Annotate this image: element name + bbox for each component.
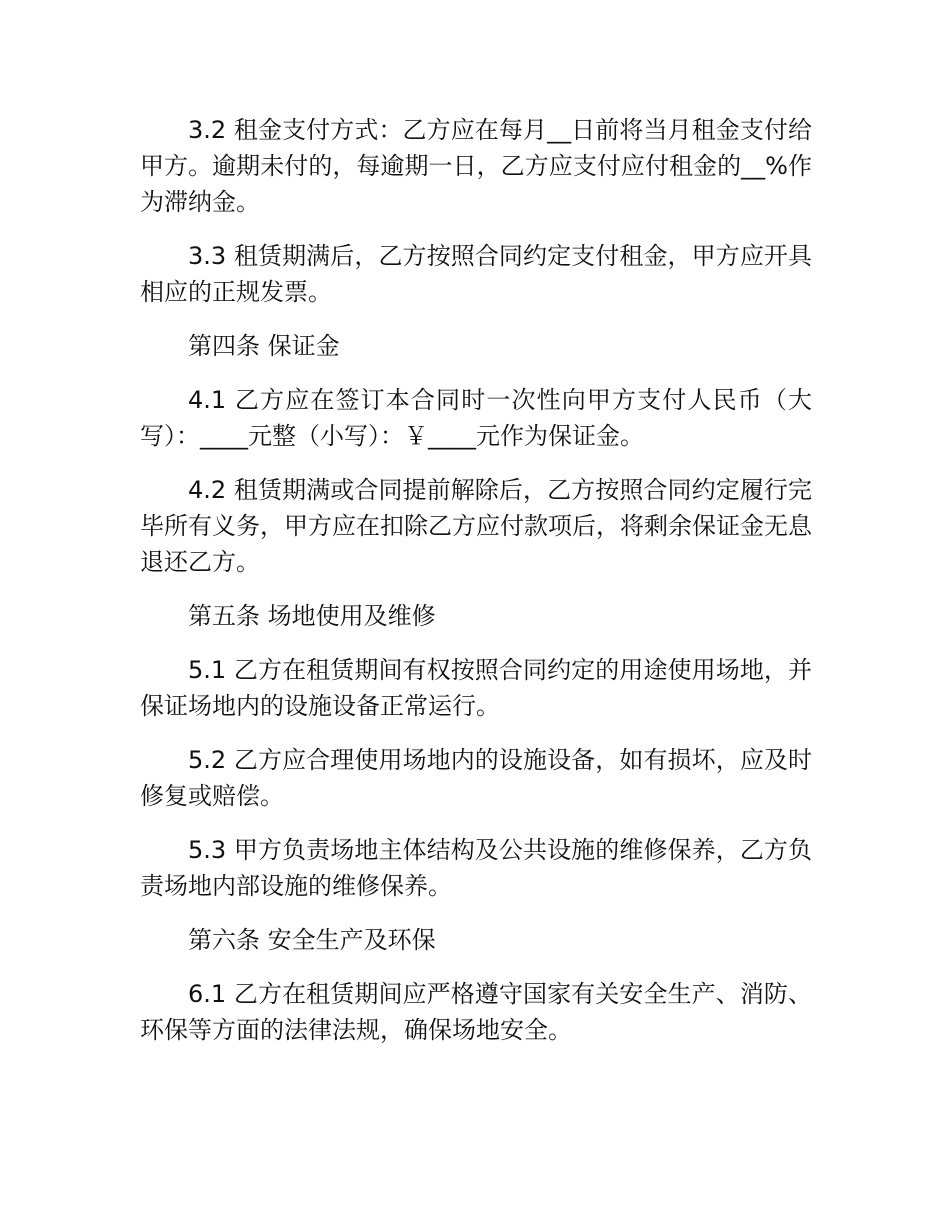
clause-5-3: 5.3 甲方负责场地主体结构及公共设施的维修保养，乙方负责场地内部设施的维修保养。 <box>140 836 812 900</box>
article-4-heading: 第四条 保证金 <box>188 332 340 360</box>
clause-6-1: 6.1 乙方在租赁期间应严格遵守国家有关安全生产、消防、环保等方面的法律法规，确保场地安全。 <box>140 980 812 1044</box>
clause-3-3: 3.3 租赁期满后，乙方按照合同约定支付租金，甲方应开具相应的正规发票。 <box>140 242 812 306</box>
clause-5-1: 5.1 乙方在租赁期间有权按照合同约定的用途使用场地，并保证场地内的设施设备正常运行。 <box>140 656 812 720</box>
clause-4-1: 4.1 乙方应在签订本合同时一次性向甲方支付人民币（大写）：____元整（小写）：￥____元作为保证金。 <box>140 386 812 450</box>
article-5-heading: 第五条 场地使用及维修 <box>188 602 436 630</box>
clause-3-2: 3.2 租金支付方式：乙方应在每月__日前将当月租金支付给甲方。逾期未付的，每逾期一日，乙方应支付应付租金的__%作为滞纳金。 <box>140 116 812 216</box>
article-6-heading: 第六条 安全生产及环保 <box>188 926 436 954</box>
clause-4-2: 4.2 租赁期满或合同提前解除后，乙方按照合同约定履行完毕所有义务，甲方应在扣除乙方应付款项后，将剩余保证金无息退还乙方。 <box>140 476 812 576</box>
clause-5-2: 5.2 乙方应合理使用场地内的设施设备，如有损坏，应及时修复或赔偿。 <box>140 746 812 810</box>
document-page <box>140 112 812 1048</box>
